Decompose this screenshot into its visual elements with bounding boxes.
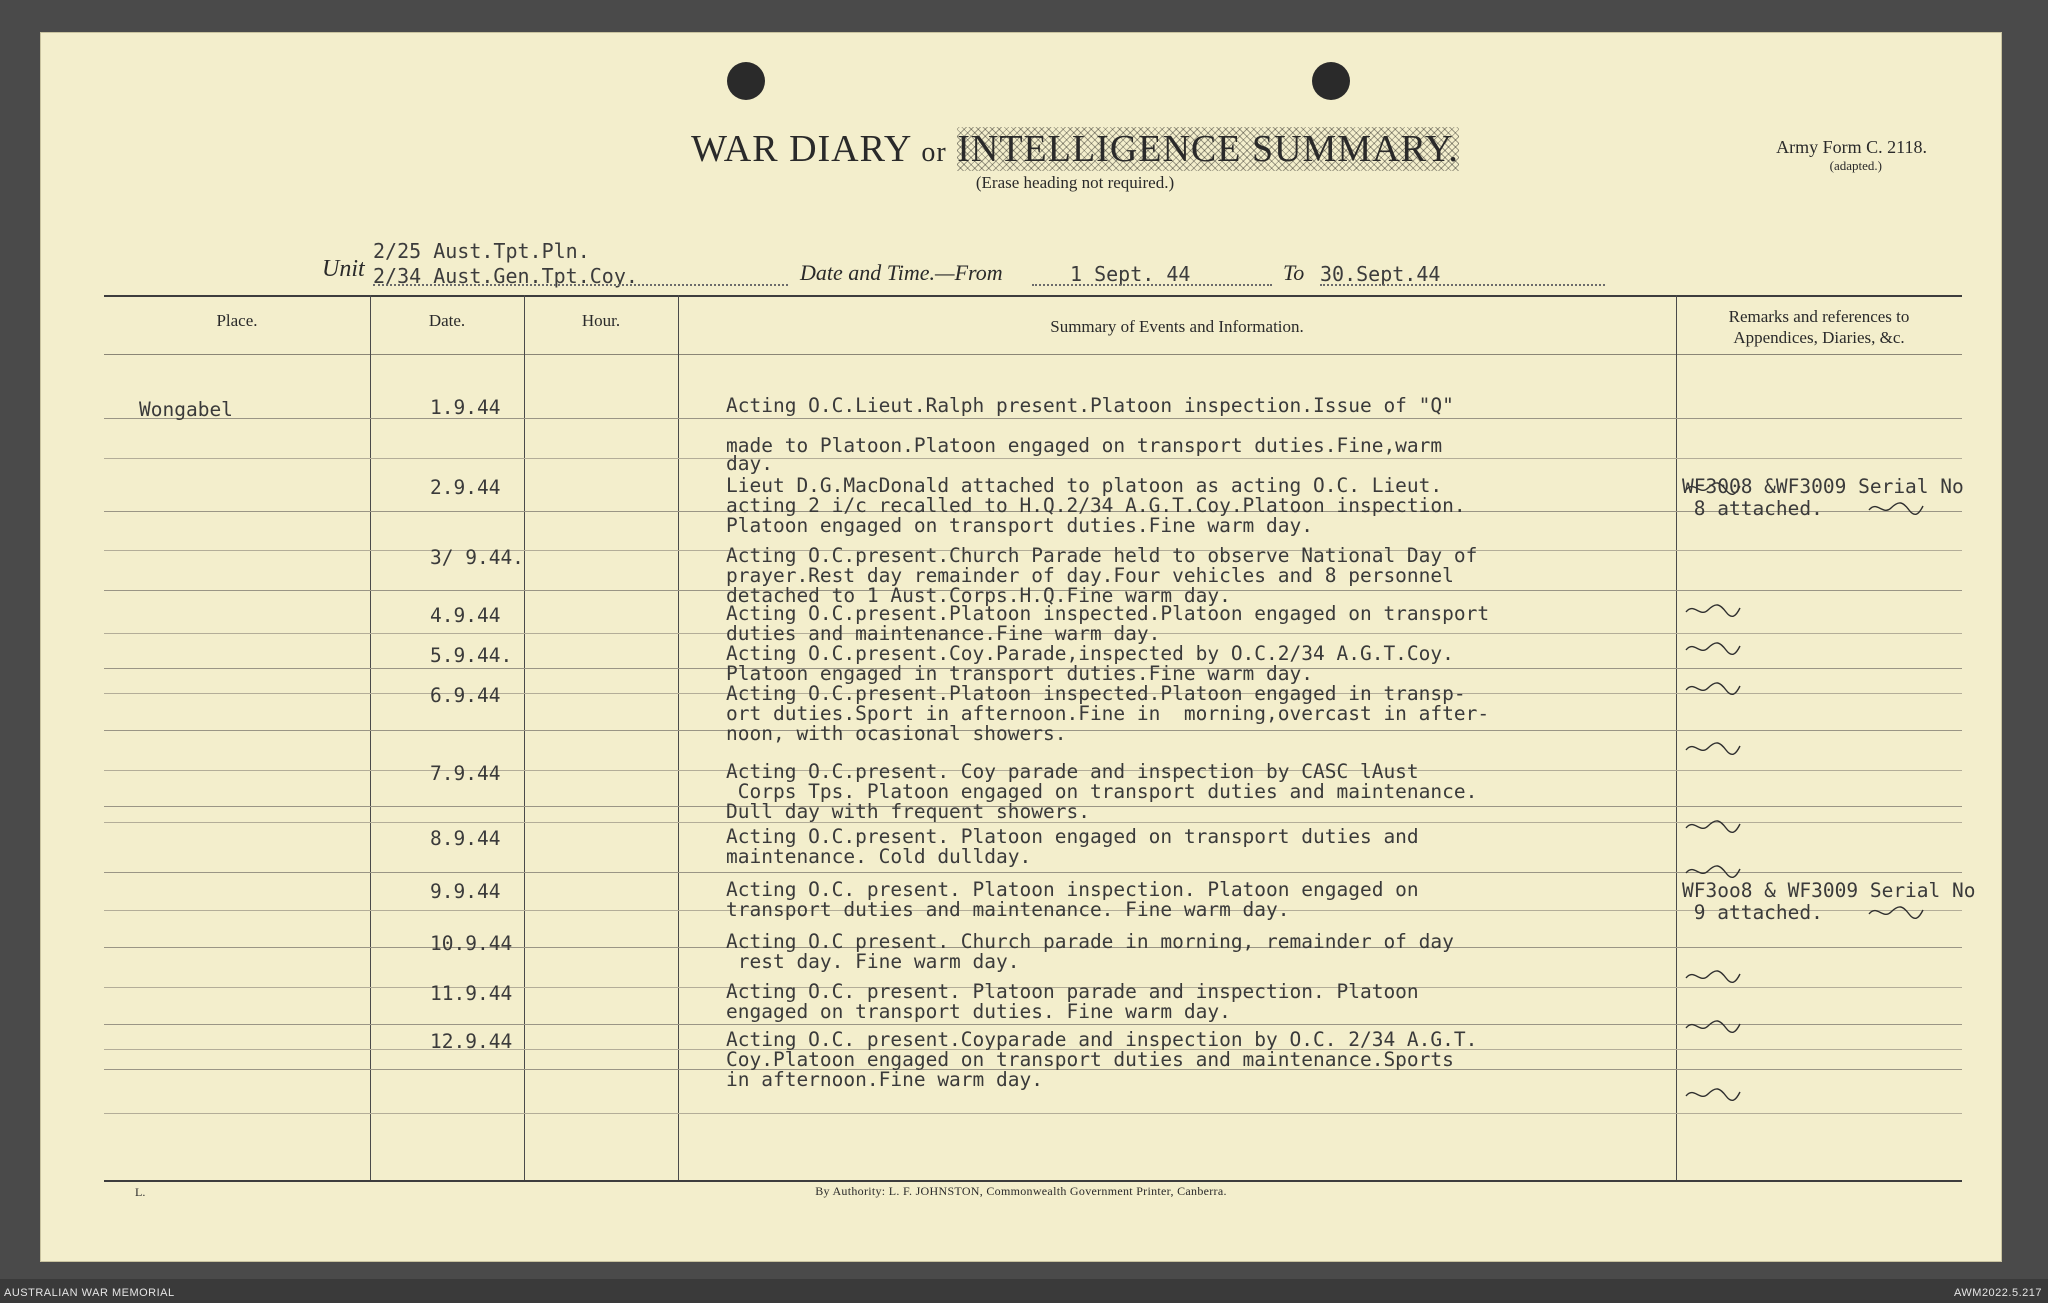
entry-summary-line: detached to 1 Aust.Corps.H.Q.Fine warm day. [726, 584, 1231, 607]
army-form-number: Army Form C. 2118. [1776, 137, 1927, 157]
entry-date: 3/ 9.44. [430, 546, 524, 569]
entry-summary-line: Acting O.C.present. Platoon engaged on transport duties and [726, 825, 1419, 848]
entry-summary-line: Platoon engaged in transport duties.Fine warm day. [726, 662, 1313, 685]
entry-summary-line: Acting O.C.present.Platoon inspected.Platoon engaged in transp- [726, 682, 1466, 705]
entry-summary-line: acting 2 i/c recalled to H.Q.2/34 A.G.T.Coy.Platoon inspection. [726, 494, 1466, 517]
col-header-date: Date. [428, 311, 466, 330]
col-header-remarks-line-1: Remarks and references to [1728, 307, 1910, 326]
entry-summary-line: made to Platoon.Platoon engaged on transport duties.Fine,warm [726, 434, 1443, 457]
entry-summary-line: Acting O.C.present.Coy.Parade,inspected by O.C.2/34 A.G.T.Coy. [726, 642, 1454, 665]
col-header-place: Place. [216, 311, 258, 330]
col-header-summary: Summary of Events and Information. [1050, 317, 1304, 336]
entry-remark-line: WF3008 &WF3009 Serial No [1682, 475, 1964, 498]
title-war-diary: WAR DIARY [691, 128, 911, 170]
table-top-rule [104, 295, 1962, 297]
title-struck-out: INTELLIGENCE SUMMARY. [957, 128, 1459, 170]
entry-remark-line: 8 attached. [1682, 497, 1823, 520]
entry-summary-line: engaged on transport duties. Fine warm day. [726, 1000, 1231, 1023]
row-rule [104, 458, 1962, 459]
entry-date: 2.9.44 [430, 476, 501, 499]
entry-date: 9.9.44 [430, 880, 501, 903]
entry-date: 10.9.44 [430, 932, 513, 955]
watermark-bar [0, 1279, 2048, 1303]
entry-summary-line: day. [726, 452, 773, 475]
footer-mark: L. [135, 1185, 146, 1199]
initials-signature [1684, 1016, 1742, 1036]
entry-date: 12.9.44 [430, 1030, 513, 1053]
war-diary-page [40, 32, 2002, 1262]
erase-note: (Erase heading not required.) [975, 173, 1175, 192]
initials-signature [1867, 902, 1925, 922]
entry-summary-line: Acting O.C. present. Platoon parade and inspection. Platoon [726, 980, 1419, 1003]
initials-signature [1684, 1084, 1742, 1104]
col-divider-place [370, 295, 371, 1180]
entry-summary-line: Corps Tps. Platoon engaged on transport duties and maintenance. [726, 780, 1478, 803]
printer-authority: By Authority: L. F. JOHNSTON, Commonwealth Government Printer, Canberra. [815, 1184, 1227, 1198]
entry-date: 6.9.44 [430, 684, 501, 707]
entry-summary-line: Acting O.C.Lieut.Ralph present.Platoon inspection.Issue of "Q" [726, 394, 1454, 417]
army-form-adapted: (adapted.) [1829, 158, 1882, 173]
entry-date: 5.9.44. [430, 644, 513, 667]
entry-summary-line: Acting O.C. present. Platoon inspection. Platoon engaged on [726, 878, 1419, 901]
entry-summary-line: duties and maintenance.Fine warm day. [726, 622, 1161, 645]
entry-summary-line: Lieut D.G.MacDonald attached to platoon as acting O.C. Lieut. [726, 474, 1443, 497]
entry-remark-line: 9 attached. [1682, 901, 1823, 924]
entry-date: 11.9.44 [430, 982, 513, 1005]
initials-signature [1684, 966, 1742, 986]
entry-summary-line: Acting O.C.present. Coy parade and inspection by CASC lAust [726, 760, 1419, 783]
entry-summary-line: noon, with ocasional showers. [726, 722, 1067, 745]
initials-signature [1684, 816, 1742, 836]
date-to: 30.Sept.44 [1320, 262, 1441, 286]
entry-summary-line: in afternoon.Fine warm day. [726, 1068, 1043, 1091]
entry-summary-line: Dull day with frequent showers. [726, 800, 1090, 823]
entry-date: 7.9.44 [430, 762, 501, 785]
form-heading [605, 127, 1545, 193]
entry-summary-line: transport duties and maintenance. Fine warm day. [726, 898, 1290, 921]
entry-summary-line: Platoon engaged on transport duties.Fine warm day. [726, 514, 1313, 537]
entry-summary-line: ort duties.Sport in afternoon.Fine in morning,overcast in after- [726, 702, 1490, 725]
col-header-remarks-line-2: Appendices, Diaries, &c. [1733, 328, 1905, 347]
unit-line-1: 2/25 Aust.Tpt.Pln. [373, 239, 590, 263]
col-divider-date [524, 295, 525, 1180]
punch-hole [1312, 62, 1350, 100]
entry-date: 4.9.44 [430, 604, 501, 627]
watermark-institution: AUSTRALIAN WAR MEMORIAL [4, 1287, 175, 1299]
initials-signature [1684, 638, 1742, 658]
entry-date: 8.9.44 [430, 827, 501, 850]
col-header-remarks [1676, 306, 1962, 348]
unit-label: Unit [322, 256, 365, 282]
entry-summary-line: Coy.Platoon engaged on transport duties and maintenance.Sports [726, 1048, 1454, 1071]
col-divider-hour [678, 295, 679, 1180]
initials-signature [1684, 861, 1742, 881]
entry-summary-line: Acting O.C present. Church parade in morning, remainder of day [726, 930, 1454, 953]
date-to-label: To [1283, 260, 1305, 285]
row-rule [104, 418, 1962, 419]
entry-summary-line: Acting O.C.present.Church Parade held to observe National Day of [726, 544, 1478, 567]
initials-signature [1684, 600, 1742, 620]
table-bottom-rule [104, 1180, 1962, 1182]
punch-hole [727, 62, 765, 100]
entry-summary-line: rest day. Fine warm day. [726, 950, 1020, 973]
col-divider-summary [1676, 295, 1677, 1180]
initials-signature [1684, 738, 1742, 758]
col-header-hour: Hour. [581, 311, 621, 330]
entry-summary-line: maintenance. Cold dullday. [726, 845, 1032, 868]
entry-date: 1.9.44 [430, 396, 501, 419]
row-rule [104, 1113, 1962, 1114]
unit-line-2: 2/34 Aust.Gen.Tpt.Coy. [373, 264, 638, 288]
entry-remark-line: WF3oo8 & WF3009 Serial No [1682, 879, 1976, 902]
date-from: 1 Sept. 44 [1070, 262, 1191, 286]
initials-signature [1684, 678, 1742, 698]
title-or: or [921, 137, 947, 168]
watermark-accession: AWM2022.5.217 [1953, 1287, 2042, 1299]
diary-table [104, 262, 1976, 1182]
entry-place: Wongabel [139, 398, 233, 421]
entry-summary-line: Acting O.C. present.Coyparade and inspection by O.C. 2/34 A.G.T. [726, 1028, 1478, 1051]
initials-signature [1867, 498, 1925, 518]
page-title [605, 127, 1545, 171]
header-rule [104, 354, 1962, 355]
date-time-label: Date and Time.—From [800, 260, 1003, 285]
entry-summary-line: Acting O.C.present.Platoon inspected.Platoon engaged on transport [726, 602, 1490, 625]
entry-summary-line: prayer.Rest day remainder of day.Four vehicles and 8 personnel [726, 564, 1454, 587]
army-form-label [1776, 137, 1927, 174]
